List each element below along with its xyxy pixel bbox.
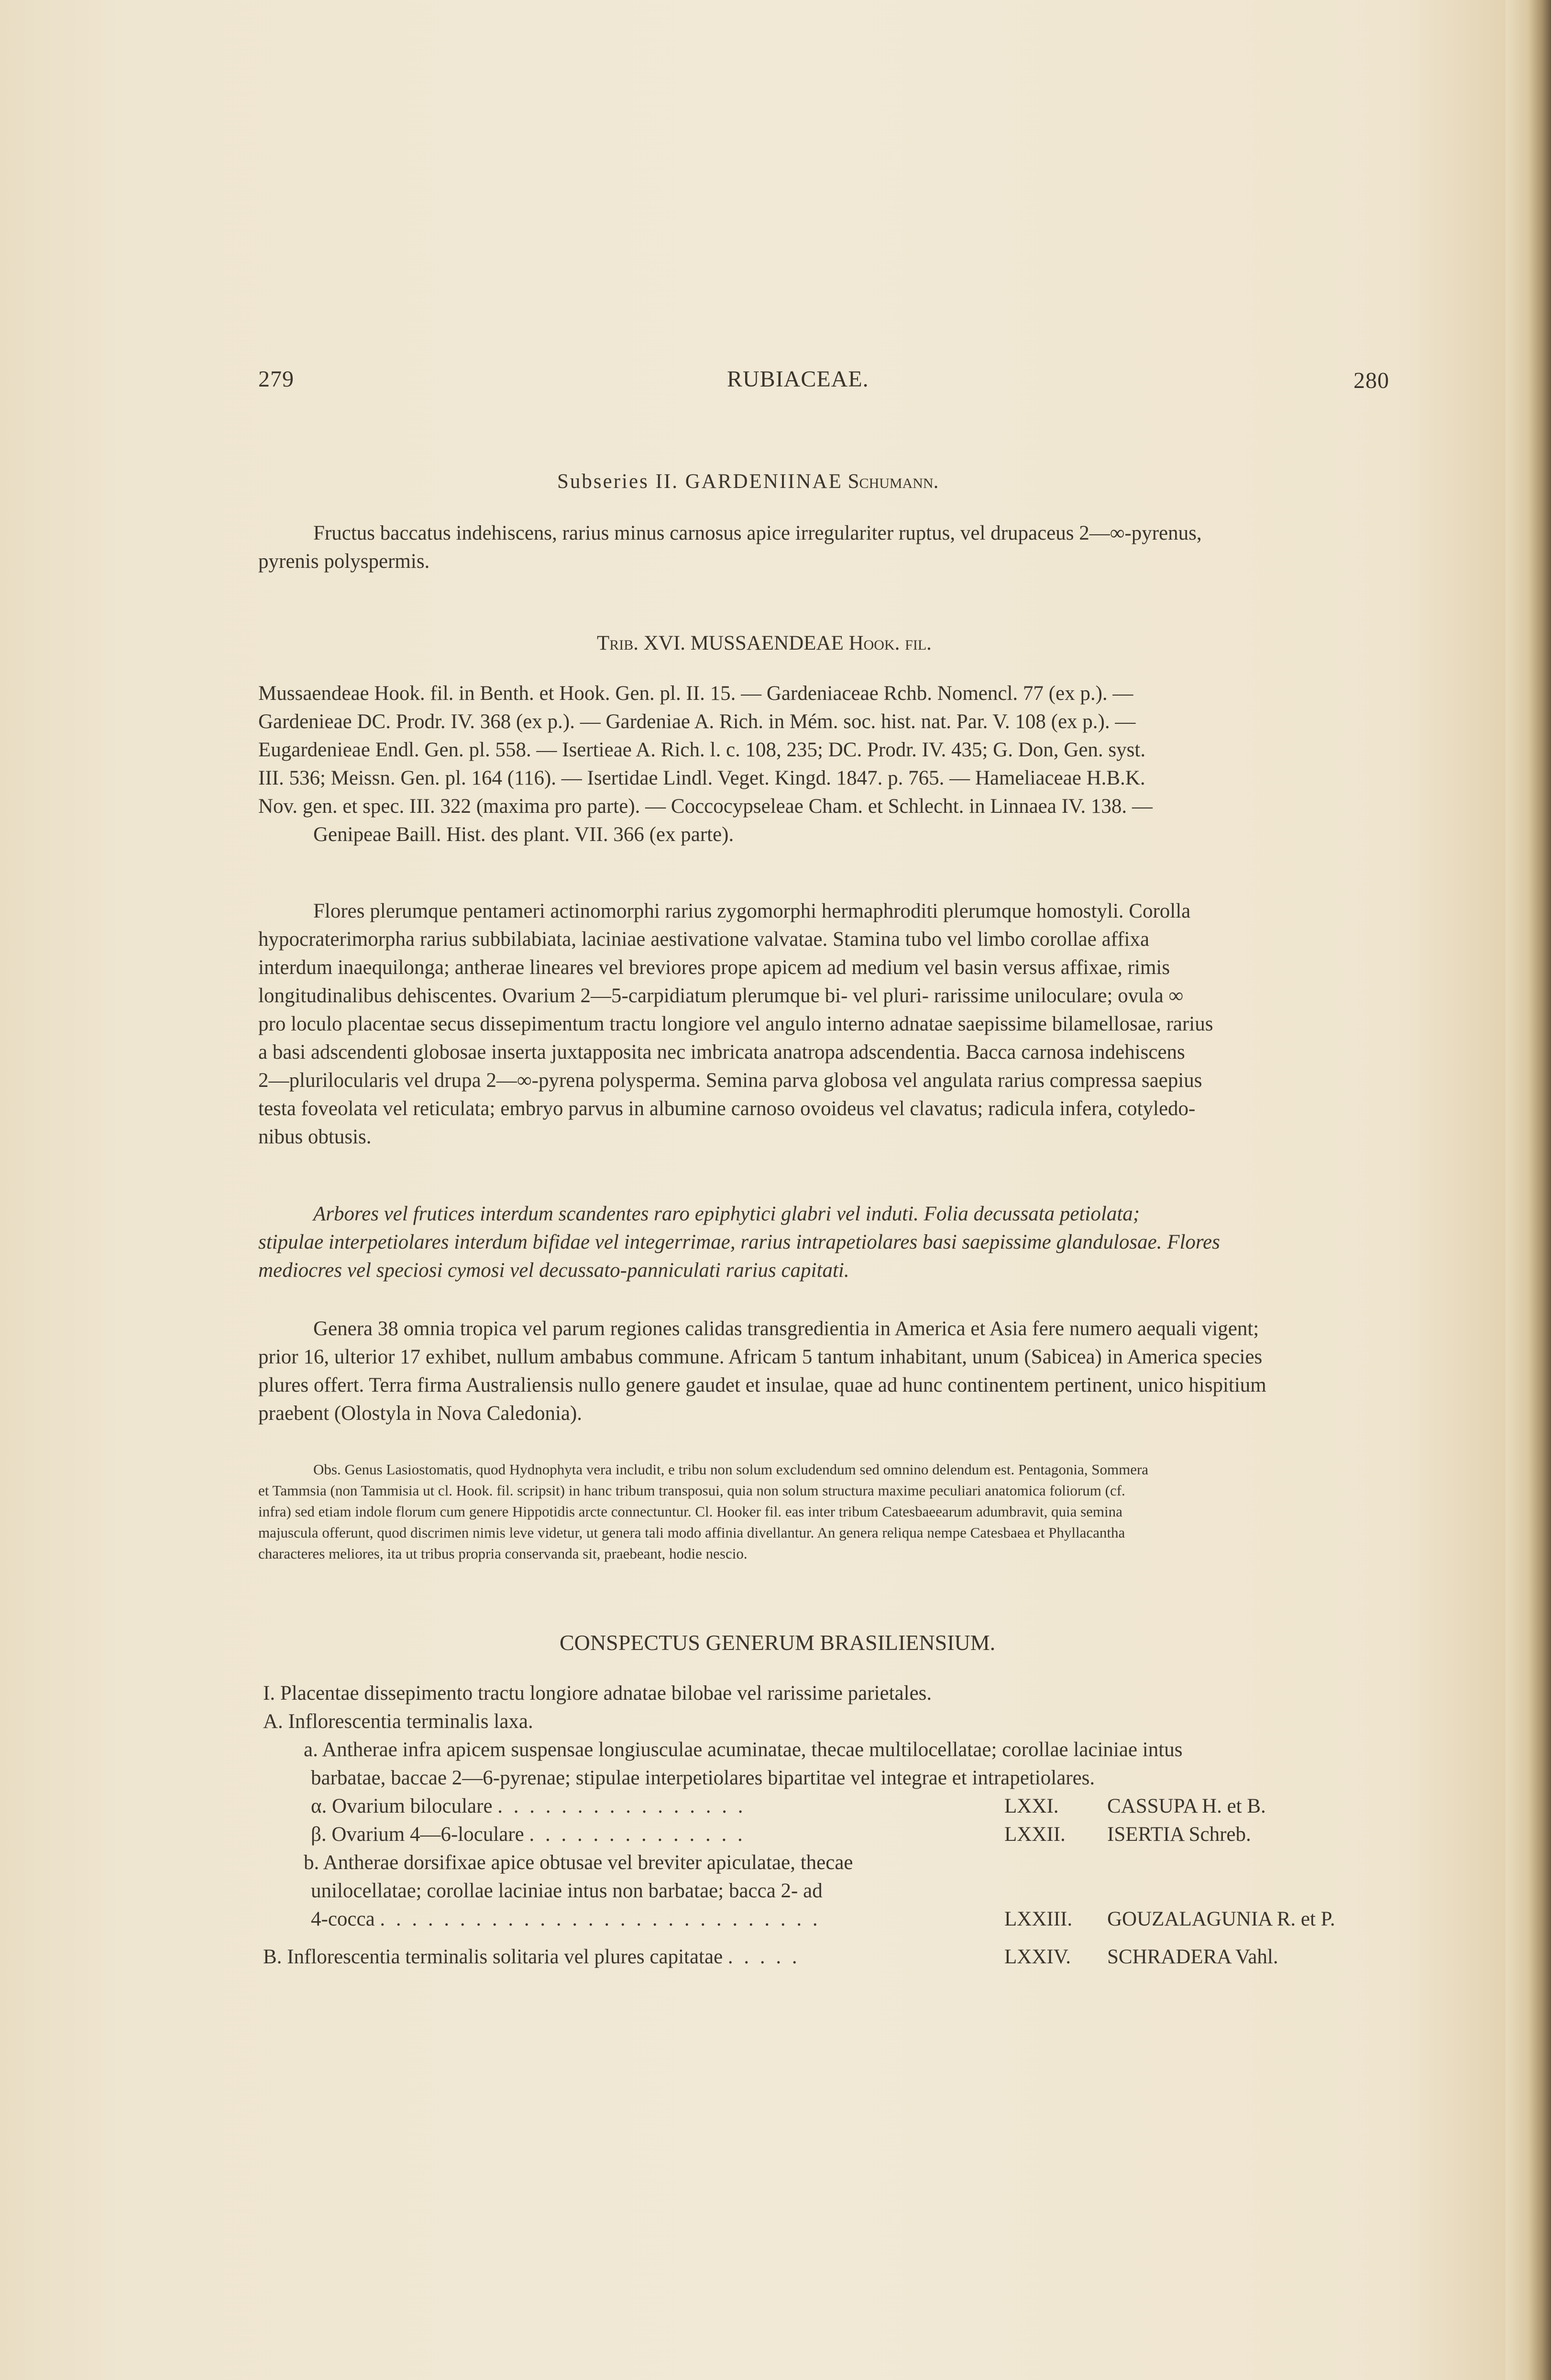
obs-line-1: Obs. Genus Lasiostomatis, quod Hydnophyta vera includit, e tribu non solum excludendum sed omnino delendum est. Pentagonia, Sommera bbox=[313, 1461, 1149, 1478]
conspectus-b-line-1: b. Antherae dorsifixae apice obtusae vel breviter apiculatae, thecae bbox=[304, 1851, 853, 1874]
subseries-author: Schumann. bbox=[847, 470, 939, 493]
leader-dots: . . . . . bbox=[727, 1946, 800, 1968]
synonymy-line-2: Gardenieae DC. Prodr. IV. 368 (ex p.). — Gardeniae A. Rich. in Mém. soc. hist. nat. Par. V. 108 (ex p.). — bbox=[258, 710, 1136, 733]
description-line-7: 2—plurilocularis vel drupa 2—∞-pyrena polysperma. Semina parva globosa vel angulata rarius compressa saepius bbox=[258, 1069, 1202, 1092]
description-line-9: nibus obtusis. bbox=[258, 1126, 372, 1148]
subseries-heading bbox=[557, 467, 938, 496]
synonymy-line-4: III. 536; Meissn. Gen. pl. 164 (116). — Isertidae Lindl. Veget. Kingd. 1847. p. 765. — Hameliaceae H.B.K. bbox=[258, 767, 1145, 789]
leader-dots: . . . . . . . . . . . . . . . . bbox=[497, 1795, 746, 1817]
conspectus-I: I. Placentae dissepimento tractu longiore adnatae bilobae vel rarissime parietales. bbox=[263, 1682, 932, 1705]
subseries-name: Subseries II. GARDENIINAE bbox=[557, 470, 843, 493]
synonymy-line-3: Eugardenieae Endl. Gen. pl. 558. — Isertieae A. Rich. l. c. 108, 235; DC. Prodr. IV. 435; G. Don, Gen. syst. bbox=[258, 739, 1146, 761]
description-line-3: interdum inaequilonga; antherae lineares vel breviores prope apicem ad medium vel basin versus affixae, rimis bbox=[258, 956, 1170, 979]
conspectus-B bbox=[263, 1943, 800, 1971]
description-line-8: testa foveolata vel reticulata; embryo parvus in albumine carnoso ovoideus vel clavatus; radicula infera, cotyledo- bbox=[258, 1097, 1196, 1120]
page-number-right: 280 bbox=[1353, 368, 1389, 393]
leader-dots: . . . . . . . . . . . . . . . . . . . . . . . . . . . . bbox=[380, 1908, 821, 1930]
synonymy-line-1: Mussaendeae Hook. fil. in Benth. et Hook. Gen. pl. II. 15. — Gardeniaceae Rchb. Nomencl. 77 (ex p.). — bbox=[258, 682, 1133, 705]
obs-line-3: infra) sed etiam indole florum cum genere Hippotidis arcte connectuntur. Cl. Hooker fil. eas inter tribum Catesbaeearum adumbravit, quia semina bbox=[258, 1503, 1122, 1520]
tribe-name: MUSSAENDEAE bbox=[690, 632, 844, 654]
conspectus-b-text: 4-cocca bbox=[311, 1908, 375, 1930]
habit-line-1: Arbores vel frutices interdum scandentes raro epiphytici glabri vel induti. Folia decussata petiolata; bbox=[313, 1203, 1140, 1225]
description-line-2: hypocraterimorpha rarius subbilabiata, laciniae aestivatione valvatae. Stamina tubo vel limbo corollae affixa bbox=[258, 928, 1150, 951]
conspectus-b-line-3 bbox=[311, 1905, 821, 1933]
tribe-heading bbox=[597, 629, 932, 657]
conspectus-title: CONSPECTUS GENERUM BRASILIENSIUM. bbox=[560, 1630, 996, 1655]
running-title: RUBIACEAE. bbox=[727, 366, 869, 392]
leader-dots: . . . . . . . . . . . . . . bbox=[529, 1823, 746, 1846]
conspectus-alpha bbox=[311, 1792, 746, 1820]
description-line-1: Flores plerumque pentameri actinomorphi rarius zygomorphi hermaphroditi plerumque homostyli. Corolla bbox=[313, 900, 1191, 922]
page-edge-shadow bbox=[1506, 0, 1551, 2380]
intro-line-1: Fructus baccatus indehiscens, rarius minus carnosus apice irregulariter ruptus, vel drupaceus 2—∞-pyrenus, bbox=[313, 522, 1202, 544]
synonymy-line-5: Nov. gen. et spec. III. 322 (maxima pro parte). — Coccocypseleae Cham. et Schlecht. in Linnaea IV. 138. — bbox=[258, 795, 1153, 818]
conspectus-beta bbox=[311, 1820, 746, 1849]
conspectus-a-line-1: a. Antherae infra apicem suspensae longiusculae acuminatae, thecae multilocellatae; corollae laciniae intus bbox=[304, 1738, 1183, 1761]
conspectus-beta-number: LXXII. bbox=[1004, 1823, 1066, 1846]
habit-line-2: stipulae interpetiolares interdum bifidae vel integerrimae, rarius intrapetiolares basi saepissime glandulosae. Flores bbox=[258, 1231, 1220, 1253]
tribe-author: Hook. fil. bbox=[848, 632, 932, 654]
distribution-line-4: praebent (Olostyla in Nova Caledonia). bbox=[258, 1402, 583, 1425]
intro-line-2: pyrenis polyspermis. bbox=[258, 550, 430, 573]
conspectus-b-line-2: unilocellatae; corollae laciniae intus non barbatae; bacca 2- ad bbox=[311, 1880, 823, 1902]
tribe-number: Trib. XVI. bbox=[597, 632, 685, 654]
obs-line-5: characteres meliores, ita ut tribus propria conservanda sit, praebeant, hodie nescio. bbox=[258, 1545, 748, 1562]
conspectus-b-genus: GOUZALAGUNIA R. et P. bbox=[1107, 1908, 1335, 1930]
conspectus-alpha-text: α. Ovarium biloculare bbox=[311, 1795, 493, 1817]
conspectus-beta-text: β. Ovarium 4—6-loculare bbox=[311, 1823, 524, 1846]
conspectus-B-number: LXXIV. bbox=[1004, 1946, 1071, 1968]
distribution-line-1: Genera 38 omnia tropica vel parum regiones calidas transgredientia in America et Asia fere numero aequali vigent; bbox=[313, 1317, 1259, 1340]
habit-line-3: mediocres vel speciosi cymosi vel decussato-panniculati rarius capitati. bbox=[258, 1259, 849, 1282]
conspectus-A: A. Inflorescentia terminalis laxa. bbox=[263, 1710, 533, 1733]
page-number-left: 279 bbox=[258, 366, 294, 392]
obs-line-2: et Tammsia (non Tammisia ut cl. Hook. fil. scripsit) in hanc tribum transposui, quia non solum structura maxime peculiari anatomica foliorum (cf. bbox=[258, 1482, 1125, 1499]
conspectus-alpha-number: LXXI. bbox=[1004, 1795, 1059, 1817]
distribution-line-2: prior 16, ulterior 17 exhibet, nullum ambabus commune. Africam 5 tantum inhabitant, unum (Sabicea) in America species bbox=[258, 1346, 1263, 1368]
description-line-5: pro loculo placentae secus dissepimentum tractu longiore vel angulo interno adnatae saepissime bilamellosae, rarius bbox=[258, 1013, 1213, 1035]
conspectus-b-number: LXXIII. bbox=[1004, 1908, 1073, 1930]
obs-line-4: majuscula offerunt, quod discrimen nimis leve videtur, ut genera tali modo affinia divellantur. An genera reliqua nempe Catesbaea et Phyllacantha bbox=[258, 1524, 1125, 1541]
conspectus-B-text: B. Inflorescentia terminalis solitaria vel plures capitatae bbox=[263, 1946, 723, 1968]
description-line-4: longitudinalibus dehiscentes. Ovarium 2—5-carpidiatum plerumque bi- vel pluri- rarissime uniloculare; ovula ∞ bbox=[258, 985, 1184, 1007]
conspectus-a-line-2: barbatae, baccae 2—6-pyrenae; stipulae interpetiolares bipartitae vel integrae et intrapetiolares. bbox=[311, 1767, 1095, 1789]
conspectus-beta-genus: ISERTIA Schreb. bbox=[1107, 1823, 1251, 1846]
distribution-line-3: plures offert. Terra firma Australiensis nullo genere gaudet et insulae, quae ad hunc continentem pertinent, unico hispitium bbox=[258, 1374, 1266, 1396]
description-line-6: a basi adscendenti globosae inserta juxtapposita nec imbricata anatropa adscendentia. Bacca carnosa indehiscens bbox=[258, 1041, 1185, 1063]
conspectus-alpha-genus: CASSUPA H. et B. bbox=[1107, 1795, 1266, 1817]
conspectus-B-genus: SCHRADERA Vahl. bbox=[1107, 1946, 1278, 1968]
synonymy-line-6: Genipeae Baill. Hist. des plant. VII. 366 (ex parte). bbox=[313, 823, 734, 846]
